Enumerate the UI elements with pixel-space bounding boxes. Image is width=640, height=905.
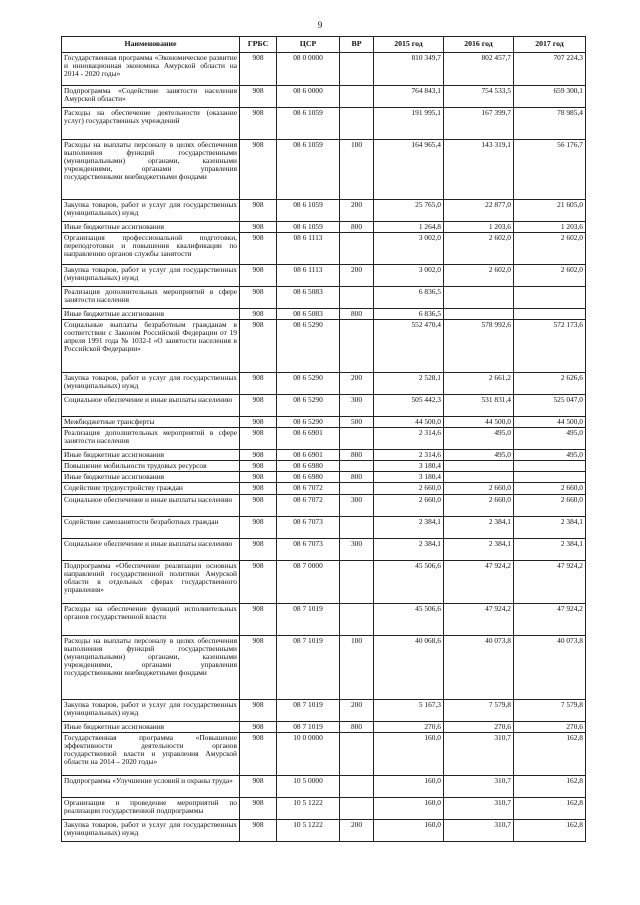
cell-grbs: 908 <box>240 721 277 732</box>
cell-2017: 56 176,7 <box>514 139 586 199</box>
cell-grbs: 908 <box>240 319 277 372</box>
cell-vr <box>340 483 374 494</box>
cell-vr <box>340 516 374 538</box>
cell-csr: 08 7 1019 <box>277 699 340 721</box>
cell-2015: 45 506,6 <box>374 603 444 635</box>
cell-2016: 44 500,0 <box>444 416 514 427</box>
cell-grbs: 908 <box>240 139 277 199</box>
cell-2015: 764 843,1 <box>374 85 444 107</box>
cell-2015: 2 384,1 <box>374 538 444 560</box>
cell-csr: 08 6 7072 <box>277 483 340 494</box>
cell-2017: 495,0 <box>514 449 586 460</box>
col-header-name: Наименование <box>62 37 240 53</box>
table-header-row <box>62 37 586 53</box>
cell-name: Подпрограмма «Обеспечение реализации основных направлений государственной политики Амурской области в отдельных сферах государственного управления» <box>62 560 240 603</box>
cell-2015: 505 442,3 <box>374 394 444 416</box>
cell-vr: 200 <box>340 819 374 841</box>
col-header-2017: 2017 год <box>514 37 586 53</box>
cell-grbs: 908 <box>240 699 277 721</box>
cell-name: Расходы на обеспечение функций исполнительных органов государственной власти <box>62 603 240 635</box>
table-row <box>62 732 586 775</box>
cell-grbs: 908 <box>240 427 277 449</box>
cell-grbs: 908 <box>240 797 277 819</box>
cell-csr: 08 6 5290 <box>277 416 340 427</box>
cell-2016: 2 384,1 <box>444 516 514 538</box>
cell-2017: 270,6 <box>514 721 586 732</box>
cell-2016: 40 073,8 <box>444 635 514 699</box>
cell-grbs: 908 <box>240 52 277 85</box>
cell-name: Иные бюджетные ассигнования <box>62 472 240 483</box>
cell-vr <box>340 732 374 775</box>
cell-csr: 08 7 1019 <box>277 603 340 635</box>
cell-vr: 100 <box>340 635 374 699</box>
cell-vr: 800 <box>340 721 374 732</box>
cell-2016: 7 579,8 <box>444 699 514 721</box>
cell-2016: 2 384,1 <box>444 538 514 560</box>
cell-csr: 08 6 5083 <box>277 286 340 308</box>
cell-2017: 21 605,0 <box>514 199 586 221</box>
table-row <box>62 819 586 841</box>
table-row <box>62 85 586 107</box>
cell-2016: 270,6 <box>444 721 514 732</box>
cell-2015: 2 660,0 <box>374 494 444 516</box>
cell-csr: 08 6 5290 <box>277 319 340 372</box>
cell-name: Подпрограмма «Улучшение условий и охраны труда» <box>62 775 240 797</box>
table-row <box>62 516 586 538</box>
cell-2015: 160,0 <box>374 819 444 841</box>
table-row <box>62 286 586 308</box>
cell-2015: 160,0 <box>374 797 444 819</box>
cell-2016: 578 992,6 <box>444 319 514 372</box>
cell-csr: 10 5 0000 <box>277 775 340 797</box>
cell-vr <box>340 286 374 308</box>
table-row <box>62 775 586 797</box>
cell-grbs: 908 <box>240 85 277 107</box>
cell-name: Закупка товаров, работ и услуг для государственных (муниципальных) нужд <box>62 199 240 221</box>
cell-name: Иные бюджетные ассигнования <box>62 308 240 319</box>
table-row <box>62 199 586 221</box>
cell-csr: 08 0 0000 <box>277 52 340 85</box>
cell-vr <box>340 560 374 603</box>
cell-vr: 200 <box>340 264 374 286</box>
cell-vr: 200 <box>340 372 374 394</box>
cell-2016: 143 319,1 <box>444 139 514 199</box>
cell-2015: 3 002,0 <box>374 264 444 286</box>
table-row <box>62 797 586 819</box>
cell-2017 <box>514 286 586 308</box>
cell-2016: 310,7 <box>444 732 514 775</box>
cell-2015: 270,6 <box>374 721 444 732</box>
cell-2016 <box>444 286 514 308</box>
table-body <box>62 52 586 841</box>
cell-grbs: 908 <box>240 538 277 560</box>
cell-2017: 2 660,0 <box>514 494 586 516</box>
cell-2015: 1 264,8 <box>374 221 444 232</box>
cell-2015: 552 470,4 <box>374 319 444 372</box>
cell-csr: 08 7 1019 <box>277 721 340 732</box>
cell-grbs: 908 <box>240 461 277 472</box>
cell-2015: 2 314,6 <box>374 449 444 460</box>
cell-2017: 162,8 <box>514 797 586 819</box>
cell-grbs: 908 <box>240 107 277 139</box>
cell-2016: 2 660,0 <box>444 494 514 516</box>
cell-name: Иные бюджетные ассигнования <box>62 221 240 232</box>
cell-csr: 10 5 1222 <box>277 797 340 819</box>
cell-2015: 44 500,0 <box>374 416 444 427</box>
cell-2015: 810 349,7 <box>374 52 444 85</box>
cell-grbs: 908 <box>240 732 277 775</box>
cell-vr <box>340 232 374 264</box>
cell-vr: 800 <box>340 449 374 460</box>
cell-2016 <box>444 461 514 472</box>
cell-name: Организация и проведение мероприятий по реализации государственной подпрограммы <box>62 797 240 819</box>
cell-2017: 162,8 <box>514 732 586 775</box>
table-row <box>62 52 586 85</box>
cell-grbs: 908 <box>240 635 277 699</box>
table-row <box>62 139 586 199</box>
table-row <box>62 107 586 139</box>
table-row <box>62 372 586 394</box>
cell-2015: 2 528,1 <box>374 372 444 394</box>
cell-2017: 47 924,2 <box>514 603 586 635</box>
cell-vr <box>340 797 374 819</box>
cell-vr <box>340 775 374 797</box>
cell-name: Социальные выплаты безработным гражданам в соответствии с Законом Российской Федерации от 19 апреля 1991 года № 1032-I «О занятости населения в Российской Федерации» <box>62 319 240 372</box>
col-header-2015: 2015 год <box>374 37 444 53</box>
cell-2016 <box>444 472 514 483</box>
cell-vr: 500 <box>340 416 374 427</box>
cell-2017: 2 602,0 <box>514 232 586 264</box>
cell-grbs: 908 <box>240 286 277 308</box>
cell-name: Иные бюджетные ассигнования <box>62 449 240 460</box>
cell-grbs: 908 <box>240 483 277 494</box>
cell-vr <box>340 461 374 472</box>
cell-csr: 08 6 6980 <box>277 461 340 472</box>
cell-csr: 08 6 5290 <box>277 372 340 394</box>
cell-2015: 6 836,5 <box>374 308 444 319</box>
cell-2017: 2 660,0 <box>514 483 586 494</box>
col-header-2016: 2016 год <box>444 37 514 53</box>
table-row <box>62 538 586 560</box>
cell-vr: 200 <box>340 199 374 221</box>
cell-grbs: 908 <box>240 472 277 483</box>
cell-vr <box>340 427 374 449</box>
cell-2016: 310,7 <box>444 775 514 797</box>
cell-2016: 310,7 <box>444 819 514 841</box>
col-header-csr: ЦСР <box>277 37 340 53</box>
cell-grbs: 908 <box>240 416 277 427</box>
cell-grbs: 908 <box>240 308 277 319</box>
cell-name: Расходы на выплаты персоналу в целях обеспечения выполнения функций государственными (муниципальными) органами, казенными учреждениями, органами управления государственными внебюджетными фондами <box>62 635 240 699</box>
table-row <box>62 221 586 232</box>
cell-2016: 2 660,0 <box>444 483 514 494</box>
cell-2017: 44 500,0 <box>514 416 586 427</box>
cell-vr: 300 <box>340 494 374 516</box>
cell-vr <box>340 107 374 139</box>
cell-name: Государственная программа «Экономическое развитие и инновационная экономика Амурской области на 2014 - 2020 годы» <box>62 52 240 85</box>
cell-vr <box>340 85 374 107</box>
cell-2015: 2 314,6 <box>374 427 444 449</box>
cell-csr: 08 6 1059 <box>277 107 340 139</box>
cell-csr: 08 6 0000 <box>277 85 340 107</box>
cell-2015: 40 068,6 <box>374 635 444 699</box>
cell-2017: 40 073,8 <box>514 635 586 699</box>
cell-2017: 2 384,1 <box>514 538 586 560</box>
cell-2017: 1 203,6 <box>514 221 586 232</box>
cell-name: Межбюджетные трансферты <box>62 416 240 427</box>
cell-csr: 10 5 1222 <box>277 819 340 841</box>
cell-2017: 495,0 <box>514 427 586 449</box>
cell-2017 <box>514 461 586 472</box>
cell-grbs: 908 <box>240 264 277 286</box>
cell-2016: 47 924,2 <box>444 560 514 603</box>
table-row <box>62 721 586 732</box>
cell-grbs: 908 <box>240 775 277 797</box>
cell-2016: 310,7 <box>444 797 514 819</box>
cell-2015: 2 660,0 <box>374 483 444 494</box>
table-row <box>62 560 586 603</box>
cell-name: Содействие трудоустройству граждан <box>62 483 240 494</box>
cell-2017: 659 300,1 <box>514 85 586 107</box>
cell-2017: 707 224,3 <box>514 52 586 85</box>
cell-grbs: 908 <box>240 221 277 232</box>
cell-name: Содействие самозанятости безработных граждан <box>62 516 240 538</box>
cell-2016: 2 602,0 <box>444 264 514 286</box>
cell-vr: 100 <box>340 139 374 199</box>
cell-2017: 525 047,0 <box>514 394 586 416</box>
cell-2015: 3 180,4 <box>374 472 444 483</box>
cell-name: Социальное обеспечение и иные выплаты населению <box>62 538 240 560</box>
cell-name: Подпрограмма «Содействие занятости населения Амурской области» <box>62 85 240 107</box>
cell-2015: 3 180,4 <box>374 461 444 472</box>
cell-csr: 08 6 5290 <box>277 394 340 416</box>
cell-2016: 802 457,7 <box>444 52 514 85</box>
cell-name: Расходы на выплаты персоналу в целях обеспечения выполнения функций государственными (муниципальными) органами, казенными учреждениями, органами управления государственными внебюджетными фондами <box>62 139 240 199</box>
table-row <box>62 319 586 372</box>
cell-name: Повышение мобильности трудовых ресурсов <box>62 461 240 472</box>
cell-name: Закупка товаров, работ и услуг для государственных (муниципальных) нужд <box>62 264 240 286</box>
cell-name: Иные бюджетные ассигнования <box>62 721 240 732</box>
cell-2015: 5 167,3 <box>374 699 444 721</box>
cell-name: Закупка товаров, работ и услуг для государственных (муниципальных) нужд <box>62 699 240 721</box>
cell-2017: 2 602,0 <box>514 264 586 286</box>
table-row <box>62 483 586 494</box>
cell-name: Социальное обеспечение и иные выплаты населению <box>62 394 240 416</box>
cell-csr: 08 6 5083 <box>277 308 340 319</box>
cell-2017: 572 173,6 <box>514 319 586 372</box>
cell-csr: 08 6 1059 <box>277 221 340 232</box>
cell-csr: 08 6 1113 <box>277 264 340 286</box>
table-row <box>62 394 586 416</box>
cell-vr: 800 <box>340 221 374 232</box>
cell-2015: 2 384,1 <box>374 516 444 538</box>
cell-grbs: 908 <box>240 449 277 460</box>
cell-vr: 800 <box>340 472 374 483</box>
cell-2015: 45 506,6 <box>374 560 444 603</box>
cell-csr: 08 6 6901 <box>277 427 340 449</box>
table-row <box>62 461 586 472</box>
cell-vr <box>340 603 374 635</box>
cell-2016: 2 602,0 <box>444 232 514 264</box>
table-row <box>62 232 586 264</box>
page-number: 9 <box>317 20 323 30</box>
cell-grbs: 908 <box>240 560 277 603</box>
cell-csr: 08 6 7073 <box>277 516 340 538</box>
cell-csr: 08 7 1019 <box>277 635 340 699</box>
cell-2017: 47 924,2 <box>514 560 586 603</box>
cell-name: Реализация дополнительных мероприятий в сфере занятости населения <box>62 427 240 449</box>
cell-grbs: 908 <box>240 199 277 221</box>
cell-csr: 08 6 1059 <box>277 199 340 221</box>
cell-2016: 2 661,2 <box>444 372 514 394</box>
cell-vr: 800 <box>340 308 374 319</box>
cell-name: Социальное обеспечение и иные выплаты населению <box>62 494 240 516</box>
cell-2016 <box>444 308 514 319</box>
cell-2017: 162,8 <box>514 775 586 797</box>
cell-csr: 08 6 7072 <box>277 494 340 516</box>
cell-grbs: 908 <box>240 232 277 264</box>
cell-2017: 7 579,8 <box>514 699 586 721</box>
cell-2015: 160,0 <box>374 732 444 775</box>
cell-vr: 300 <box>340 394 374 416</box>
col-header-vr: ВР <box>340 37 374 53</box>
cell-name: Закупка товаров, работ и услуг для государственных (муниципальных) нужд <box>62 372 240 394</box>
cell-2015: 191 995,1 <box>374 107 444 139</box>
cell-2016: 167 399,7 <box>444 107 514 139</box>
cell-grbs: 908 <box>240 372 277 394</box>
cell-2016: 495,0 <box>444 427 514 449</box>
col-header-grbs: ГРБС <box>240 37 277 53</box>
cell-vr: 300 <box>340 538 374 560</box>
cell-vr <box>340 319 374 372</box>
cell-csr: 10 0 0000 <box>277 732 340 775</box>
cell-2015: 3 002,0 <box>374 232 444 264</box>
cell-name: Государственная программа «Повышение эффективности деятельности органов государственной власти и управления Амурской области на 2014 – 2020 годы» <box>62 732 240 775</box>
cell-2015: 6 836,5 <box>374 286 444 308</box>
cell-2017: 162,8 <box>514 819 586 841</box>
table-row <box>62 416 586 427</box>
cell-2016: 1 203,6 <box>444 221 514 232</box>
cell-grbs: 908 <box>240 394 277 416</box>
cell-2017 <box>514 472 586 483</box>
table-row <box>62 603 586 635</box>
table-row <box>62 449 586 460</box>
cell-2017 <box>514 308 586 319</box>
cell-vr <box>340 52 374 85</box>
table-row <box>62 427 586 449</box>
cell-csr: 08 6 1059 <box>277 139 340 199</box>
cell-2017: 78 985,4 <box>514 107 586 139</box>
cell-name: Расходы на обеспечение деятельности (оказание услуг) государственных учреждений <box>62 107 240 139</box>
cell-2017: 2 626,6 <box>514 372 586 394</box>
cell-2016: 495,0 <box>444 449 514 460</box>
cell-2015: 160,0 <box>374 775 444 797</box>
cell-csr: 08 6 6901 <box>277 449 340 460</box>
cell-name: Организация профессиональной подготовки, переподготовки и повышения квалификации по направлению органов службы занятости <box>62 232 240 264</box>
cell-grbs: 908 <box>240 516 277 538</box>
table-row <box>62 308 586 319</box>
cell-csr: 08 6 1113 <box>277 232 340 264</box>
cell-name: Закупка товаров, работ и услуг для государственных (муниципальных) нужд <box>62 819 240 841</box>
cell-2016: 754 533,5 <box>444 85 514 107</box>
cell-2016: 531 831,4 <box>444 394 514 416</box>
budget-table <box>61 36 586 842</box>
cell-2015: 164 965,4 <box>374 139 444 199</box>
cell-csr: 08 6 7073 <box>277 538 340 560</box>
cell-name: Реализация дополнительных мероприятий в сфере занятости населения <box>62 286 240 308</box>
cell-vr: 200 <box>340 699 374 721</box>
cell-2016: 47 924,2 <box>444 603 514 635</box>
table-row <box>62 635 586 699</box>
cell-grbs: 908 <box>240 494 277 516</box>
cell-2017: 2 384,1 <box>514 516 586 538</box>
cell-csr: 08 6 6980 <box>277 472 340 483</box>
cell-2016: 22 877,0 <box>444 199 514 221</box>
table-row <box>62 699 586 721</box>
cell-csr: 08 7 0000 <box>277 560 340 603</box>
cell-2015: 25 765,0 <box>374 199 444 221</box>
table-row <box>62 494 586 516</box>
table-row <box>62 472 586 483</box>
table-row <box>62 264 586 286</box>
cell-grbs: 908 <box>240 819 277 841</box>
cell-grbs: 908 <box>240 603 277 635</box>
